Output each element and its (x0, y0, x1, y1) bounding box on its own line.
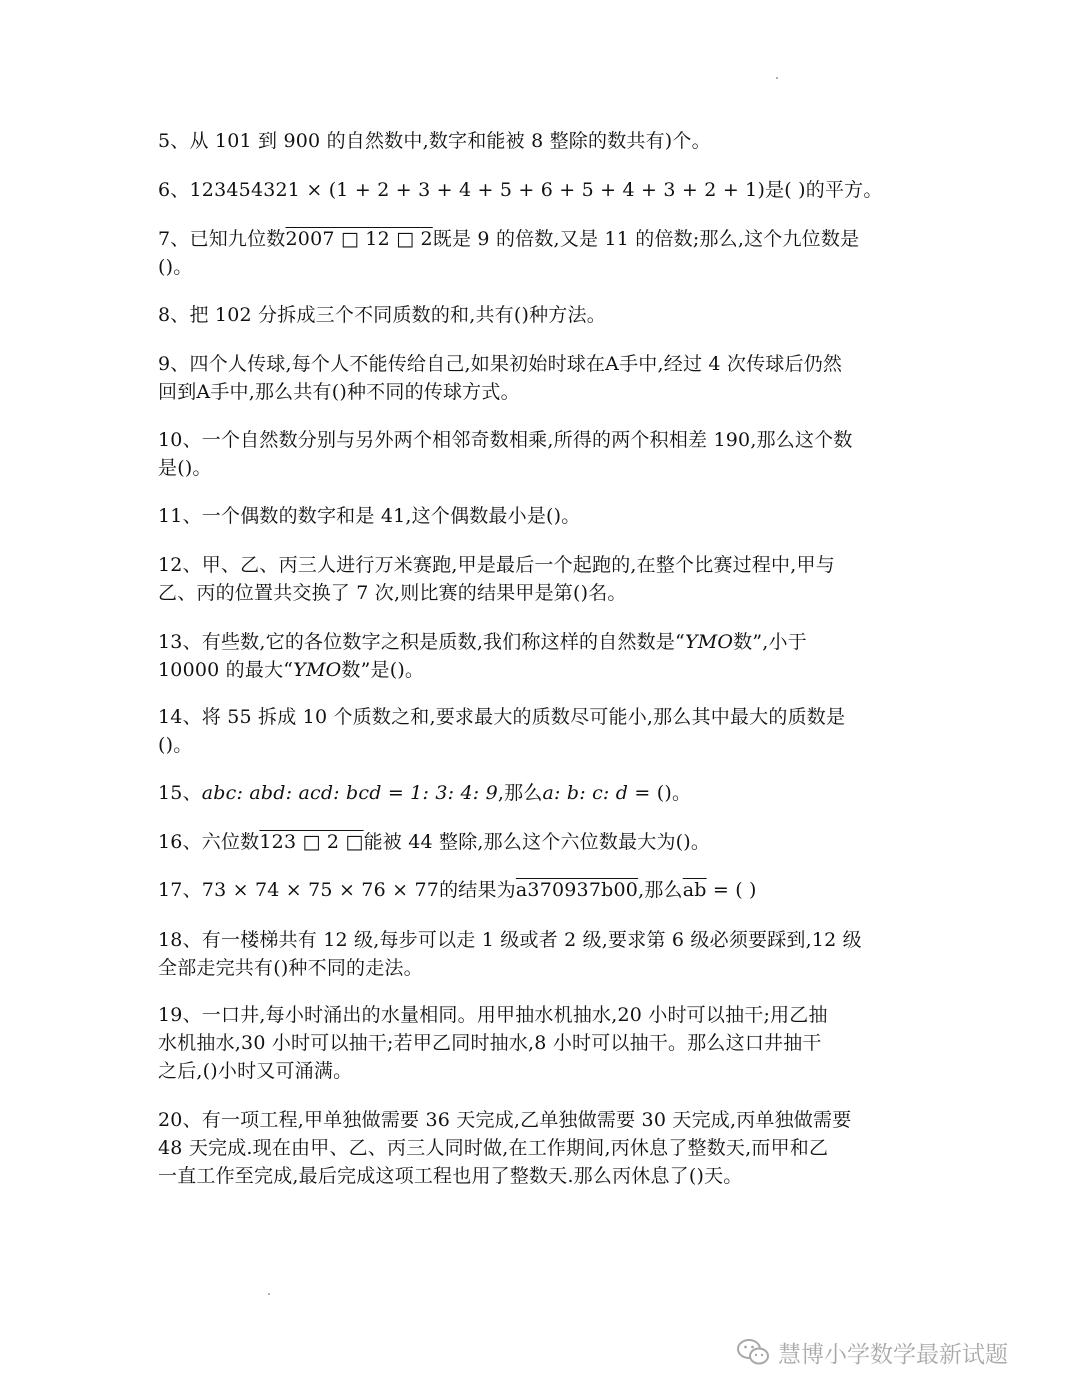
question-8: 8、把 102 分拆成三个不同质数的和,共有()种方法。 (158, 304, 606, 326)
overlined-number: 2007 □ 12 □ 2 (285, 228, 433, 250)
question-5: 5、从 101 到 900 的自然数中,数字和能被 8 整除的数共有)个。 (158, 130, 711, 152)
wechat-icon (736, 1337, 770, 1367)
question-18: 18、有一楼梯共有 12 级,每步可以走 1 级或者 2 级,要求第 6 级必须要踩到,12 级 全部走完共有()种不同的走法。 (158, 929, 862, 979)
question-11: 11、一个偶数的数字和是 41,这个偶数最小是()。 (158, 505, 581, 527)
question-12: 12、甲、乙、丙三人进行万米赛跑,甲是最后一个起跑的,在整个比赛过程中,甲与 乙、丙的位置共交换了 7 次,则比赛的结果甲是第()名。 (158, 554, 835, 604)
question-7: 7、已知九位数2007 □ 12 □ 2既是 9 的倍数,又是 11 的倍数;那么,这个九位数是 ()。 (158, 228, 860, 278)
math-expression: 123454321 × (1 + 2 + 3 + 4 + 5 + 6 + 5 + 4 + 3 + 2 + 1) (189, 179, 766, 201)
question-13: 13、有些数,它的各位数字之积是质数,我们称这样的自然数是“YMO数”,小于 10000 的最大“YMO数”是()。 (158, 631, 807, 681)
scan-speck (776, 77, 778, 79)
question-14: 14、将 55 拆成 10 个质数之和,要求最大的质数尽可能小,那么其中最大的质数是 ()。 (158, 706, 846, 756)
math-expression: 73 × 74 × 75 × 76 × 77 (201, 879, 440, 901)
question-19: 19、一口井,每小时涌出的水量相同。用甲抽水机抽水,20 小时可以抽干;用乙抽 水机抽水,30 小时可以抽干;若甲乙同时抽水,8 小时可以抽干。那么这口井抽干 之后,()小时又可涌满。 (158, 1004, 828, 1082)
question-15: 15、abc: abd: acd: bcd = 1: 3: 4: 9,那么a: b: c: d = ()。 (158, 782, 692, 804)
question-17: 17、73 × 74 × 75 × 76 × 77的结果为a370937b00,那么$\overline{ab}$ = ( ) (158, 879, 757, 901)
watermark-text: 慧博小学数学最新试题 (778, 1341, 1008, 1368)
ratio-expression: abc: abd: acd: bcd = 1: 3: 4: 9 (201, 782, 498, 804)
question-6: 6、123454321 × (1 + 2 + 3 + 4 + 5 + 6 + 5 + 4 + 3 + 2 + 1)是( )的平方。 (158, 179, 883, 201)
scan-speck (268, 1293, 270, 1295)
watermark (736, 1335, 1008, 1369)
overlined-number: 123 □ 2 □ (259, 831, 364, 853)
overlined-number: $\overline{ab}$ (682, 879, 707, 901)
overlined-number: a370937b00 (515, 879, 639, 901)
question-9: 9、四个人传球,每个人不能传给自己,如果初始时球在A手中,经过 4 次传球后仍然 回到A手中,那么共有()种不同的传球方式。 (158, 353, 843, 403)
question-16: 16、六位数123 □ 2 □能被 44 整除,那么这个六位数最大为()。 (158, 831, 711, 853)
question-10: 10、一个自然数分别与另外两个相邻奇数相乘,所得的两个积相差 190,那么这个数 是()。 (158, 429, 853, 479)
question-20: 20、有一项工程,甲单独做需要 36 天完成,乙单独做需要 30 天完成,丙单独做需要 48 天完成.现在由甲、乙、丙三人同时做,在工作期间,丙休息了整数天,而甲和乙 一直工作至完成,最后完成这项工程也用了整数天.那么丙休息了()天。 (158, 1109, 852, 1187)
